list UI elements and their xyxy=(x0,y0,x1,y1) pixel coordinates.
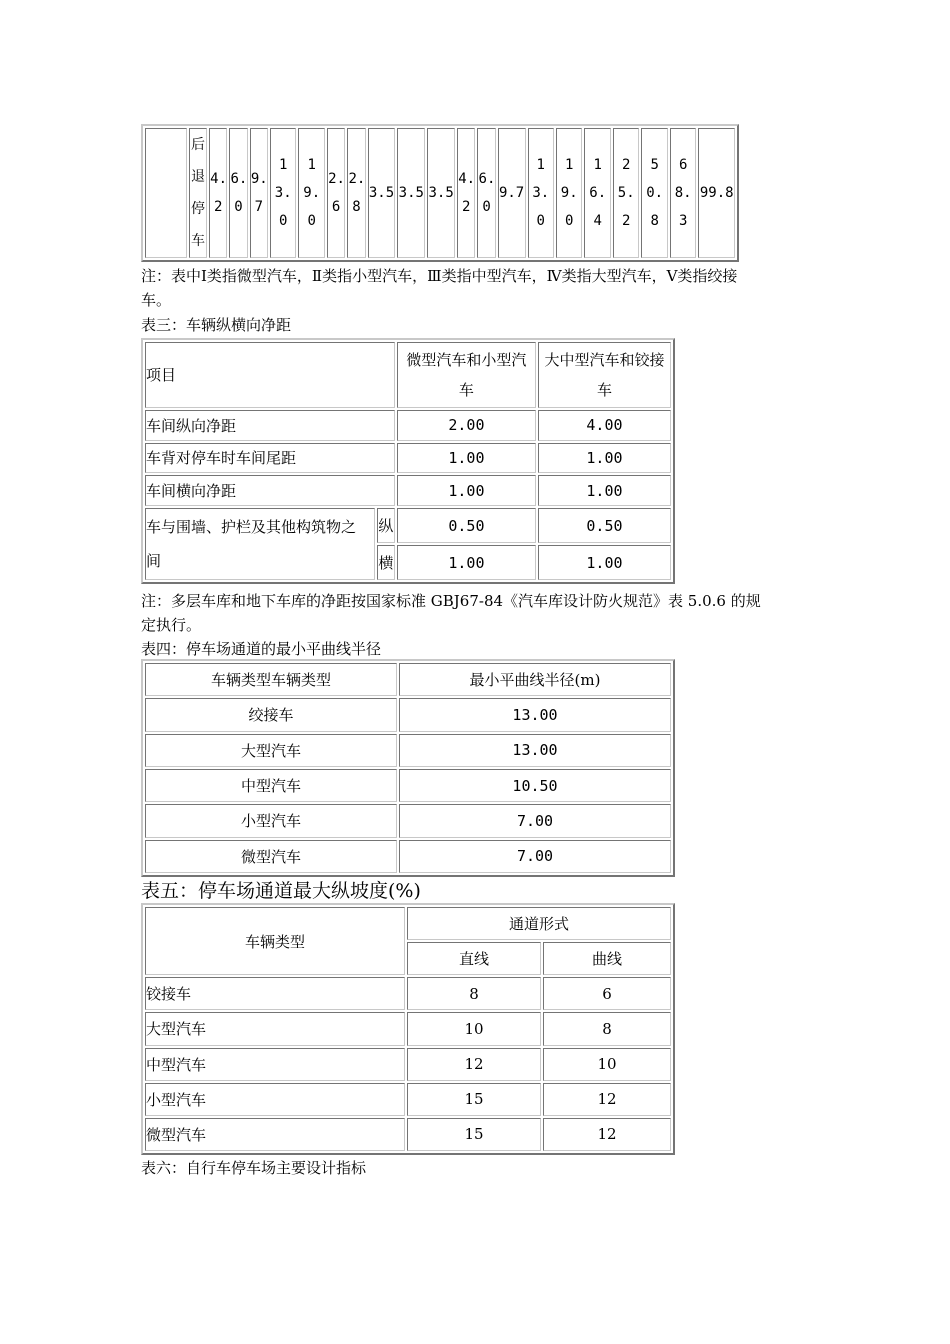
sub-label: 横 xyxy=(377,545,395,580)
cell-value: 9.7 xyxy=(498,185,525,201)
radius-value: 13.00 xyxy=(399,734,671,767)
table-row xyxy=(145,443,671,474)
table-row xyxy=(145,663,671,696)
header-line: 大中型汽车和铰接 xyxy=(544,350,665,369)
table2-cell xyxy=(584,128,610,258)
note-line: 车。 xyxy=(141,291,172,309)
table-row xyxy=(145,804,671,837)
straight-value: 15 xyxy=(407,1083,541,1116)
cell-value: 13.0 xyxy=(532,157,550,229)
cell-value: 2.6 xyxy=(328,171,345,215)
vehicle-type: 小型汽车 xyxy=(145,804,397,837)
table2-cell xyxy=(298,128,324,258)
table2-cell xyxy=(528,128,554,258)
table2-cell xyxy=(327,128,345,258)
cell-value: 1.00 xyxy=(538,545,671,580)
straight-value: 15 xyxy=(407,1118,541,1151)
cell-value: 6.0 xyxy=(478,171,496,215)
row-label: 车间横向净距 xyxy=(145,475,395,506)
header-vehicle-type: 车辆类型车辆类型 xyxy=(145,663,397,696)
table2-cell xyxy=(250,128,268,258)
cell-value: 3.5 xyxy=(398,185,424,201)
table2-cell xyxy=(556,128,582,258)
vehicle-type: 微型汽车 xyxy=(145,840,397,873)
header-vehicle-type: 车辆类型 xyxy=(145,907,405,975)
cell-value: 68.3 xyxy=(674,157,692,229)
vehicle-type: 中型汽车 xyxy=(145,769,397,802)
table2-cell xyxy=(670,128,696,258)
header-line: 车 xyxy=(596,380,612,399)
note-line: 定执行。 xyxy=(141,616,202,634)
curve-value: 10 xyxy=(543,1048,671,1081)
note-vehicle-classes xyxy=(141,264,737,312)
table2-cell xyxy=(698,128,735,258)
cell-value: 0.50 xyxy=(538,508,671,543)
header-passage-form: 通道形式 xyxy=(407,907,671,940)
vehicle-type: 微型汽车 xyxy=(145,1118,405,1151)
table2-fragment xyxy=(141,124,739,262)
table-row xyxy=(145,128,735,258)
radius-value: 7.00 xyxy=(399,840,671,873)
table4-min-curve-radius xyxy=(141,659,675,877)
cell-value: 2.00 xyxy=(397,410,536,441)
cell-value: 25.2 xyxy=(617,157,635,229)
radius-value: 7.00 xyxy=(399,804,671,837)
table2-cell xyxy=(397,128,425,258)
cell-value: 6.0 xyxy=(230,171,248,215)
note-clearance-standard xyxy=(141,589,761,637)
cell-value: 3.5 xyxy=(368,185,395,201)
table-row xyxy=(145,1118,671,1151)
note-line: 注：表中Ⅰ类指微型汽车，Ⅱ类指小型汽车，Ⅲ类指中型汽车，Ⅳ类指大型汽车，Ⅴ类指绞接 xyxy=(141,267,738,285)
header-large-vehicles xyxy=(538,342,671,408)
table2-cell xyxy=(498,128,526,258)
vehicle-type: 小型汽车 xyxy=(145,1083,405,1116)
cell-value: 4.2 xyxy=(210,171,228,215)
table5-title: 表五：停车场通道最大纵坡度(%) xyxy=(141,880,421,902)
curve-value: 12 xyxy=(543,1083,671,1116)
table2-cell xyxy=(347,128,365,258)
table-row xyxy=(145,475,671,506)
straight-value: 8 xyxy=(407,977,541,1010)
label-char: 后 xyxy=(191,137,205,153)
header-straight: 直线 xyxy=(407,942,541,975)
cell-value: 13.0 xyxy=(274,157,292,229)
header-line: 微型汽车和小型汽 xyxy=(406,350,527,369)
vehicle-type: 中型汽车 xyxy=(145,1048,405,1081)
label-line: 车与围墙、护栏及其他构筑物之 xyxy=(146,518,357,537)
cell-value: 3.5 xyxy=(428,185,454,201)
cell-value: 9.7 xyxy=(250,171,268,215)
row-label: 车间纵向净距 xyxy=(145,410,395,441)
radius-value: 13.00 xyxy=(399,698,671,731)
vehicle-type: 铰接车 xyxy=(145,977,405,1010)
table2-cell xyxy=(457,128,475,258)
cell-value: 1.00 xyxy=(397,443,536,474)
label-char: 退 xyxy=(191,169,205,185)
cell-value: 1.00 xyxy=(538,443,671,474)
vehicle-type: 绞接车 xyxy=(145,698,397,731)
table3-vehicle-clearance xyxy=(141,338,675,584)
table4-title: 表四：停车场通道的最小平曲线半径 xyxy=(141,640,382,658)
vehicle-type: 大型汽车 xyxy=(145,1012,405,1045)
table-row xyxy=(145,410,671,441)
radius-value: 10.50 xyxy=(399,769,671,802)
cell-value: 1.00 xyxy=(538,475,671,506)
table-row xyxy=(145,508,671,543)
note-line: 注：多层车库和地下车库的净距按国家标准 GBJ67-84《汽车库设计防火规范》表 5.0.6 的规 xyxy=(141,592,761,610)
cell-value: 4.00 xyxy=(538,410,671,441)
curve-value: 12 xyxy=(543,1118,671,1151)
header-curve: 曲线 xyxy=(543,942,671,975)
header-item: 项目 xyxy=(145,342,395,408)
table3-title: 表三：车辆纵横向净距 xyxy=(141,316,292,334)
cell-value: 19.0 xyxy=(560,157,578,229)
header-radius: 最小平曲线半径(m) xyxy=(399,663,671,696)
table2-cell xyxy=(270,128,296,258)
table5-max-grade xyxy=(141,903,675,1155)
table2-cell xyxy=(613,128,639,258)
table2-row-label xyxy=(189,128,207,258)
cell-value: 50.8 xyxy=(646,157,664,229)
header-small-vehicles xyxy=(397,342,536,408)
table-row xyxy=(145,1012,671,1045)
table-row xyxy=(145,342,671,408)
table2-cell xyxy=(477,128,495,258)
table-row xyxy=(145,734,671,767)
table2-cell xyxy=(209,128,227,258)
row-label: 车背对停车时车间尾距 xyxy=(145,443,395,474)
vehicle-type: 大型汽车 xyxy=(145,734,397,767)
table2-cell xyxy=(229,128,247,258)
table-row xyxy=(145,1083,671,1116)
table6-title: 表六：自行车停车场主要设计指标 xyxy=(141,1159,367,1177)
curve-value: 8 xyxy=(543,1012,671,1045)
sub-label: 纵 xyxy=(377,508,395,543)
cell-value: 99.8 xyxy=(699,185,734,201)
straight-value: 12 xyxy=(407,1048,541,1081)
table2-cell xyxy=(427,128,455,258)
cell-value: 2.8 xyxy=(348,171,366,215)
label-char: 车 xyxy=(191,233,205,249)
cell-value: 0.50 xyxy=(397,508,536,543)
cell-value: 19.0 xyxy=(303,157,321,229)
table2-cell xyxy=(368,128,396,258)
header-line: 车 xyxy=(458,380,474,399)
table-row xyxy=(145,907,671,940)
table-row xyxy=(145,840,671,873)
merged-row-label xyxy=(145,508,375,580)
curve-value: 6 xyxy=(543,977,671,1010)
label-char: 停 xyxy=(191,201,205,217)
table-row xyxy=(145,698,671,731)
cell-value: 1.00 xyxy=(397,475,536,506)
table-row xyxy=(145,977,671,1010)
straight-value: 10 xyxy=(407,1012,541,1045)
table2-empty-cell xyxy=(145,128,187,258)
table-row xyxy=(145,769,671,802)
cell-value: 4.2 xyxy=(458,171,476,215)
table2-cell xyxy=(641,128,667,258)
table-row xyxy=(145,1048,671,1081)
label-line: 间 xyxy=(146,552,162,571)
cell-value: 16.4 xyxy=(589,157,607,229)
cell-value: 1.00 xyxy=(397,545,536,580)
